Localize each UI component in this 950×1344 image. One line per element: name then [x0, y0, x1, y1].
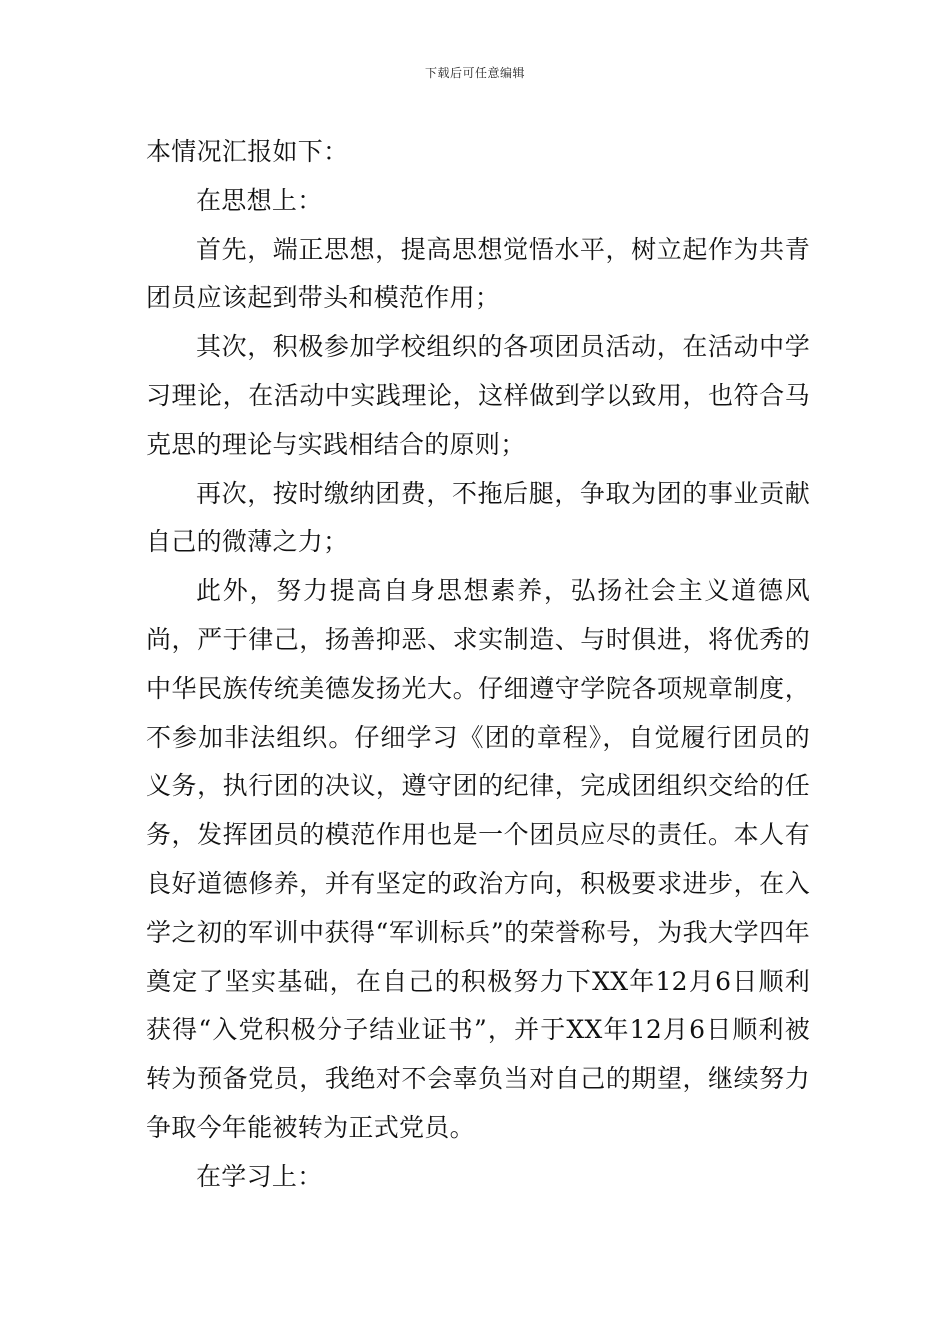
paragraph-heading-thought: 在思想上： — [196, 185, 323, 215]
paragraph-second: 其次，积极参加学校组织的各项团员活动，在活动中学习理论，在活动中实践理论，这样做到学以致用，也符合马克思的理论与实践相结合的原则； — [146, 332, 810, 459]
document-body — [146, 128, 810, 1202]
page-header: 下载后可任意编辑 — [424, 66, 525, 80]
paragraph-third: 再次，按时缴纳团费，不拖后腿，争取为团的事业贡献自己的微薄之力； — [146, 478, 810, 557]
paragraph-heading-study: 在学习上： — [196, 1161, 323, 1191]
paragraph-first: 首先，端正思想，提高思想觉悟水平，树立起作为共青团员应该起到带头和模范作用； — [146, 234, 810, 313]
paragraph-additionally: 此外，努力提高自身思想素养，弘扬社会主义道德风尚，严于律己，扬善抑恶、求实制造、与时俱进，将优秀的中华民族传统美德发扬光大。仔细遵守学院各项规章制度，不参加非法组织。仔细学习《团的章程》，自觉履行团员的义务，执行团的决议，遵守团的纪律，完成团组织交给的任务，发挥团员的模范作用也是一个团员应尽的责任。本人有良好道德修养，并有坚定的政治方向，积极要求进步，在入学之初的军训中获得“军训标兵”的荣誉称号，为我大学四年奠定了坚实基础，在自己的积极努力下XX年12月6日顺利获得“入党积极分子结业证书”，并于XX年12月6日顺利被转为预备党员，我绝对不会辜负当对自己的期望，继续努力争取今年能被转为正式党员。 — [146, 576, 810, 1142]
paragraph-intro: 本情况汇报如下： — [146, 137, 349, 166]
